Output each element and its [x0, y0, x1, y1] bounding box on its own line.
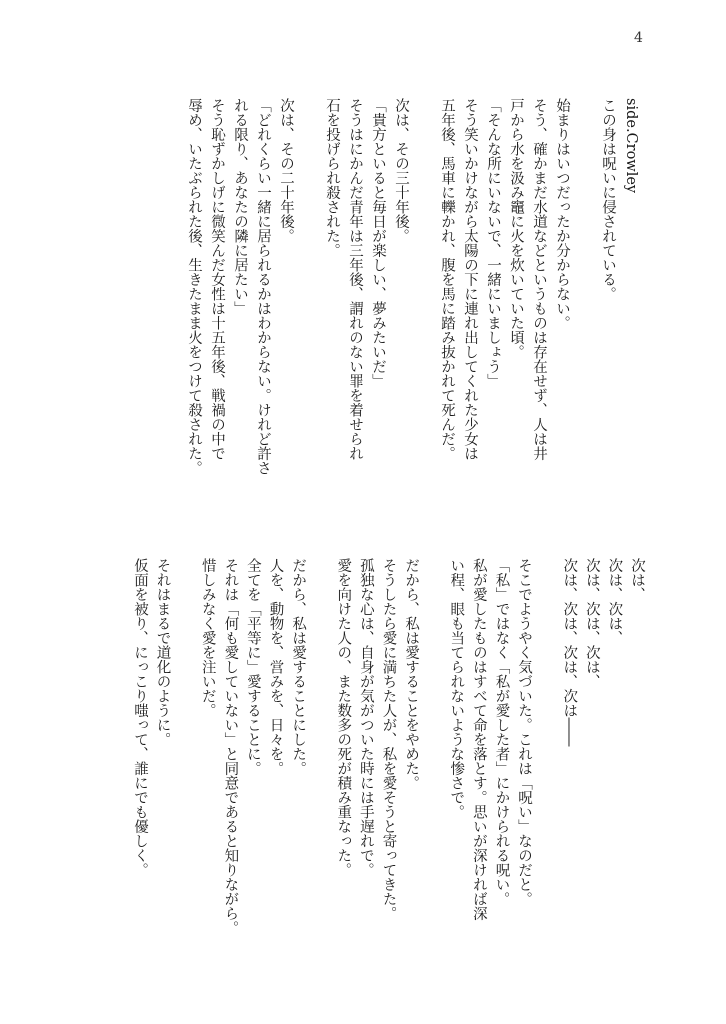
blank-line [535, 558, 558, 935]
text-block-lower [128, 558, 648, 935]
text-line: だから、私は愛することにした。 [290, 558, 307, 776]
text-line: そうしたら愛に満ちた人が、私を愛そうと寄ってきた。 [380, 558, 397, 921]
text-line: 「貴方といると毎日が楽しい、夢みたいだ」 [370, 98, 386, 388]
text-line: 私が愛したものはすべて命を落とす。思いが深ければ深 [470, 558, 487, 921]
text-line: 次は、次は、次は、次は―― [561, 558, 578, 747]
text-line: 次は、次は、次は、 [583, 558, 600, 689]
text-line: そこでようやく気づいた。これは「呪い」なのだと。 [516, 558, 533, 906]
text-block-upper [182, 98, 642, 475]
text-line: 次は、その三十年後。 [393, 98, 409, 243]
text-line: 「私」ではなく「私が愛した者」にかけられる呪い。 [493, 558, 510, 906]
text-line: 孤独な心は、自身が気がついた時には手遅れで。 [357, 558, 374, 877]
text-line: それは「何も愛していない」と同意であると知りながら。 [222, 558, 239, 935]
text-line: 五年後、馬車に轢かれ、腹を馬に踏み抜かれて死んだ。 [439, 98, 455, 461]
text-line: 次は、その二十年後。 [278, 98, 294, 243]
text-line: れる限り、あなたの隣に居たい」 [232, 98, 248, 316]
blank-line [412, 98, 435, 475]
text-line: 仮面を被り、にっこり嗤って、誰にでも優しく。 [131, 558, 148, 877]
text-line: そう、確かまだ水道などというものは存在せず、人は井 [531, 98, 547, 461]
text-line: side.Crowley [623, 98, 639, 194]
text-line: 次は、次は、 [606, 558, 623, 645]
text-line: 人を、動物を、営みを、日々を。 [267, 558, 284, 776]
text-line: だから、私は愛することをやめた。 [403, 558, 420, 790]
text-line: 愛を向けた人の、また数多の死が積み重なった。 [335, 558, 352, 877]
text-line: 戸から水を汲み竈に火を炊いていた頃。 [508, 98, 524, 359]
text-line: そうはにかんだ青年は三年後、謂れのない罪を着せられ [347, 98, 363, 461]
blank-line [573, 98, 596, 475]
page-number: 4 [634, 30, 643, 46]
text-line: この身は呪いに侵されている。 [600, 98, 616, 301]
blank-line [297, 98, 320, 475]
text-line: そう恥ずかしげに微笑んだ女性は十五年後、戦禍の中で [209, 98, 225, 461]
text-line: 「そんな所にいないで、一緒にいましょう」 [485, 98, 501, 388]
text-line: そう笑いかけながら太陽の下に連れ出してくれた少女は [462, 98, 478, 461]
text-line: それはまるで道化のように。 [154, 558, 171, 747]
text-line: 次は、 [629, 558, 645, 602]
text-line: 始まりはいつだったか分からない。 [554, 98, 570, 330]
blank-line [422, 558, 445, 935]
text-line: 辱め、いたぶられた後、生きたまま火をつけて殺された。 [186, 98, 202, 475]
text-line: 惜しみなく愛を注いだ。 [199, 558, 216, 718]
text-line: 「どれくらい一緒に居られるかはわからない。けれど許さ [255, 98, 271, 475]
blank-line [309, 558, 332, 935]
text-line: い程、眼も当てられないような惨さで。 [448, 558, 465, 819]
blank-line [174, 558, 197, 935]
text-line: 全てを「平等に」愛することに。 [244, 558, 261, 776]
text-line: 石を投げられ殺された。 [324, 98, 340, 258]
